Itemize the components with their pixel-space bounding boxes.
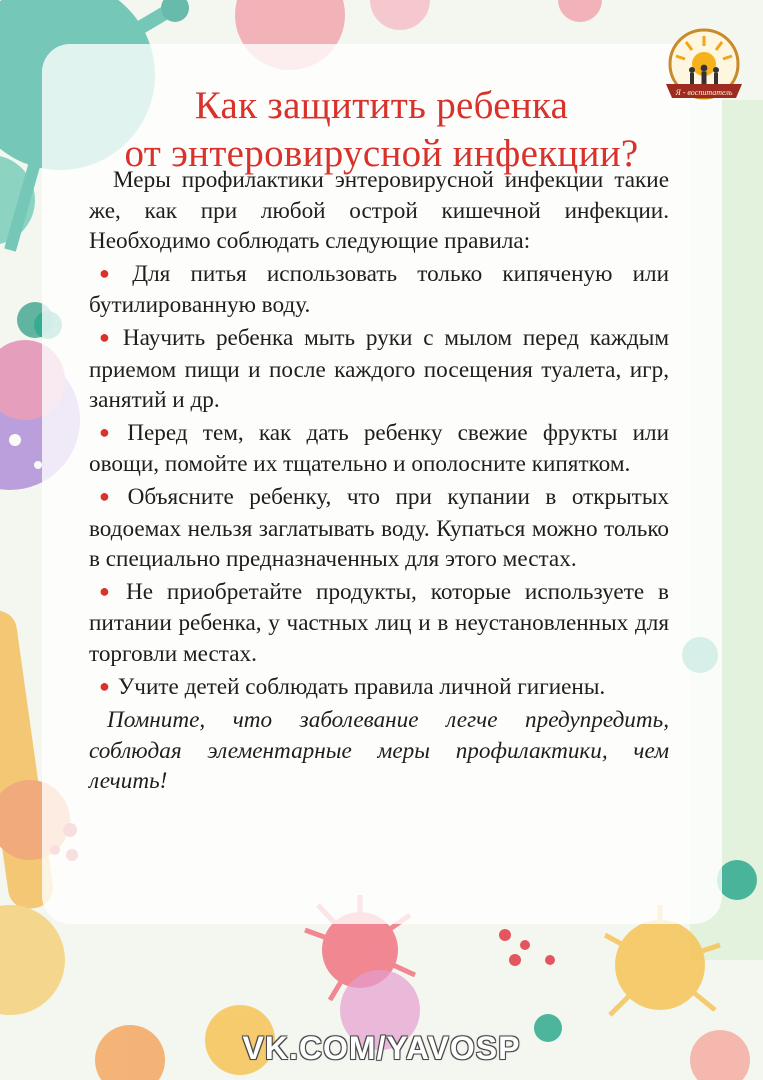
intro-paragraph: Меры профилактики энтеровирусной инфекции такие же, как при любой острой кишечной инфекции. Необходимо соблюдать следующие правила: [89, 167, 669, 255]
rule-item [89, 259, 669, 321]
rule-item [89, 482, 669, 575]
rule-item [89, 418, 669, 480]
logo-caption: Я - воспитатель [675, 88, 733, 97]
bullet-icon: ● [99, 421, 120, 442]
rule-text: Объясните ребенку, что при купании в открытых водоемах нельзя заглатывать воду. Купаться можно только в специально предназначенных для этого местах. [89, 483, 669, 573]
article-body [89, 165, 669, 797]
rule-text: Научить ребенка мыть руки с мылом перед каждым приемом пищи и после каждого посещения туалета, игр, занятий и др. [89, 324, 670, 414]
title-line-2: от энтеровирусной инфекции? [124, 132, 639, 176]
rule-text: Перед тем, как дать ребенку свежие фрукты или овощи, помойте их тщательно и ополосните кипятком. [89, 419, 669, 478]
rule-item [89, 672, 669, 704]
closing-note: Помните, что заболевание легче предупредить, соблюдая элементарные меры профилактики, чем лечить! [89, 707, 669, 795]
bullet-icon: ● [99, 262, 125, 283]
footer-link[interactable]: VK.COM/YAVOSP [242, 1030, 521, 1066]
page-title [0, 82, 763, 178]
title-line-1: Как защитить ребенка [194, 84, 569, 128]
rule-item [89, 323, 669, 416]
rule-text: Для питья использовать только кипяченую или бутилированную воду. [89, 260, 669, 319]
rule-item [89, 577, 669, 670]
bullet-icon: ● [99, 326, 115, 347]
rule-text: Не приобретайте продукты, которые используете в питании ребенка, у частных лиц и в неустановленных для торговли местах. [89, 578, 669, 667]
bullet-icon: ● [99, 485, 120, 506]
bullet-icon: ● [99, 580, 118, 601]
bullet-icon: ● [99, 675, 110, 696]
rule-text: Учите детей соблюдать правила личной гигиены. [117, 673, 606, 700]
